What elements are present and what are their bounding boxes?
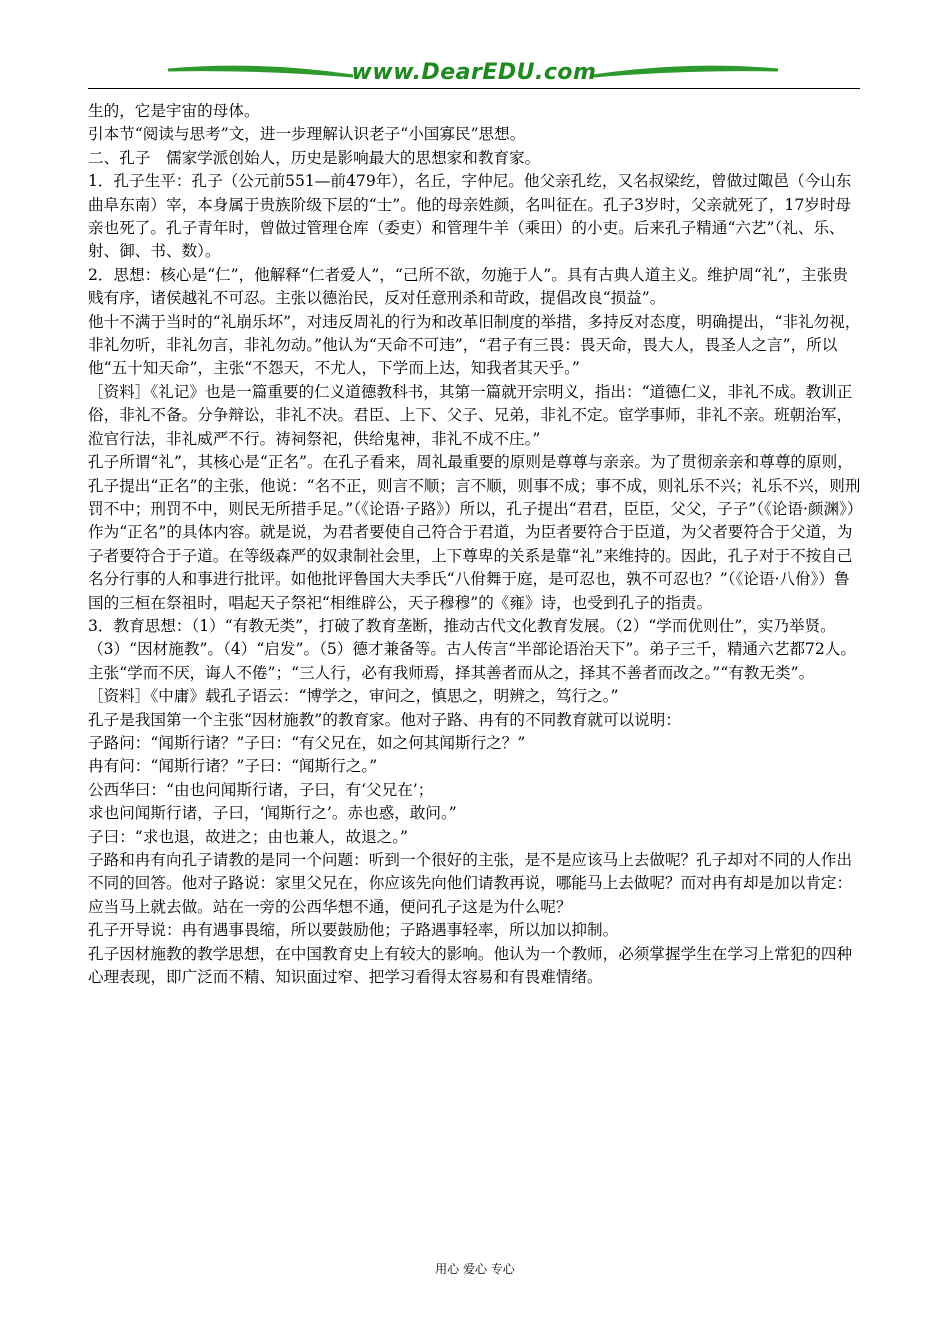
paragraph: 孔子开导说：冉有遇事畏缩，所以要鼓励他；子路遇事轻率，所以加以抑制。 bbox=[88, 921, 619, 940]
paragraph: 1．孔子生平：孔子（公元前551—前479年），名丘，字仲尼。他父亲孔纥，又名叔梁纥，曾做过陬邑（今山东曲阜东南）宰，本身属于贵族阶级下层的“士”。他的母亲姓颜，名叫征在。孔子3岁时，父亲就死了，17岁时母亲也死了。孔子青年时，曾做过管理仓库（委吏）和管理牛羊（乘田）的小吏。后来孔子精通“六艺”（礼、乐、射、御、书、数）。 bbox=[88, 172, 852, 261]
header-rule bbox=[88, 88, 860, 89]
paragraph: 2．思想：核心是“仁”，他解释“仁者爱人”，“己所不欲，勿施于人”。具有古典人道主义。维护周“礼”，主张贵贱有序，诸侯越礼不可忍。主张以德治民，反对任意刑杀和苛政，提倡改良“损益”。 bbox=[88, 265, 848, 308]
paragraph: 3．教育思想：（1）“有教无类”，打破了教育垄断，推动古代文化教育发展。（2）“学而优则仕”，实乃举贤。（3）“因材施教”。（4）“启发”。（5）德才兼备等。古人传言“半部论语治天下”。弟子三千，精通六艺都72人。主张“学而不厌，诲人不倦”；“三人行，必有我师焉，择其善者而从之，择其不善者而改之。”“有教无类”。 bbox=[88, 616, 856, 682]
paragraph: 他十不满于当时的“礼崩乐坏”，对违反周礼的行为和改革旧制度的举措，多持反对态度，明确提出，“非礼勿视，非礼勿听，非礼勿言，非礼勿动。”他认为“天命不可违”，“君子有三畏：畏天命，畏大人，畏圣人之言”，所以他“五十知天命”，主张“不怨天，不尤人，下学而上达，知我者其天乎。” bbox=[88, 312, 861, 378]
paragraph: 孔子因材施教的教学思想，在中国教育史上有较大的影响。他认为一个教师，必须掌握学生在学习上常犯的四种心理表现，即广泛而不精、知识面过窄、把学习看得太容易和有畏难情绪。 bbox=[88, 944, 853, 987]
paragraph: 生的，它是宇宙的母体。 bbox=[88, 102, 260, 120]
paragraph: 子路问：“闻斯行诸？”子曰：“有父兄在，如之何其闻斯行之？” bbox=[88, 733, 526, 752]
paragraph: 冉有问：“闻斯行诸？”子曰：“闻斯行之。” bbox=[88, 757, 378, 776]
paragraph: 子路和冉有向孔子请教的是同一个问题：听到一个很好的主张，是不是应该马上去做呢？孔子却对不同的人作出不同的回答。他对子路说：家里父兄在，你应该先向他们请教再说，哪能马上去做呢？而对冉有却是加以肯定：应当马上就去做。站在一旁的公西华想不通，便问孔子这是为什么呢？ bbox=[88, 851, 853, 916]
site-logo-text: www.DearEDU.com bbox=[351, 60, 597, 85]
paragraph: 公西华曰：“由也问闻斯行诸，子曰，有‘父兄在’； bbox=[88, 780, 434, 799]
paragraph: ［资料］《礼记》也是一篇重要的仁义道德教科书，其第一篇就开宗明义，指出：“道德仁义，非礼不成。教训正俗，非礼不备。分争辩讼，非礼不决。君臣、上下、父子、兄弟，非礼不定。宦学事师，非礼不亲。班朝治军，涖官行法，非礼威严不行。祷祠祭祀，供给鬼神，非礼不成不庄。” bbox=[88, 382, 853, 448]
paragraph: ［资料］《中庸》载孔子语云：“博学之，审问之，慎思之，明辨之，笃行之。” bbox=[88, 687, 619, 706]
page-footer: 用心 爱心 专心 bbox=[435, 1262, 515, 1276]
paragraph: 孔子是我国第一个主张“因材施教”的教育家。他对子路、冉有的不同教育就可以说明： bbox=[88, 710, 681, 729]
paragraph: 求也问闻斯行诸，子曰，‘闻斯行之’。赤也惑，敢问。” bbox=[88, 804, 457, 823]
page-header bbox=[88, 56, 860, 96]
paragraph: 子曰：“求也退，故进之；由也兼人，故退之。” bbox=[88, 827, 409, 846]
paragraph: 引本节“阅读与思考”文，进一步理解认识老子“小国寡民”思想。 bbox=[88, 125, 526, 144]
paragraph: 二、孔子 儒家学派创始人，历史是影响最大的思想家和教育家。 bbox=[88, 148, 541, 167]
document-body bbox=[88, 100, 863, 989]
paragraph: 孔子所谓“礼”，其核心是“正名”。在孔子看来，周礼最重要的原则是尊尊与亲亲。为了贯彻亲亲和尊尊的原则，孔子提出“正名”的主张，他说：“名不正，则言不顺；言不顺，则事不成；事不成，则礼乐不兴；礼乐不兴，则刑罚不中；刑罚不中，则民无所措手足。”（《论语·子路》）所以，孔子提出“君君，臣臣，父父，子子”（《论语·颜渊》）作为“正名”的具体内容。就是说，为君者要使自己符合于君道，为臣者要符合于臣道，为父者要符合于父道，为子者要符合于子道。在等级森严的奴隶制社会里，上下尊卑的关系是靠“礼”来维持的。因此，孔子对于不按自己名分行事的人和事进行批评。如他批评鲁国大夫季氏“八佾舞于庭，是可忍也，孰不可忍也？”（《论语·八佾》）鲁国的三桓在祭祖时，唱起天子祭祀“相维辟公，天子穆穆”的《雍》诗，也受到孔子的指责。 bbox=[88, 453, 863, 612]
